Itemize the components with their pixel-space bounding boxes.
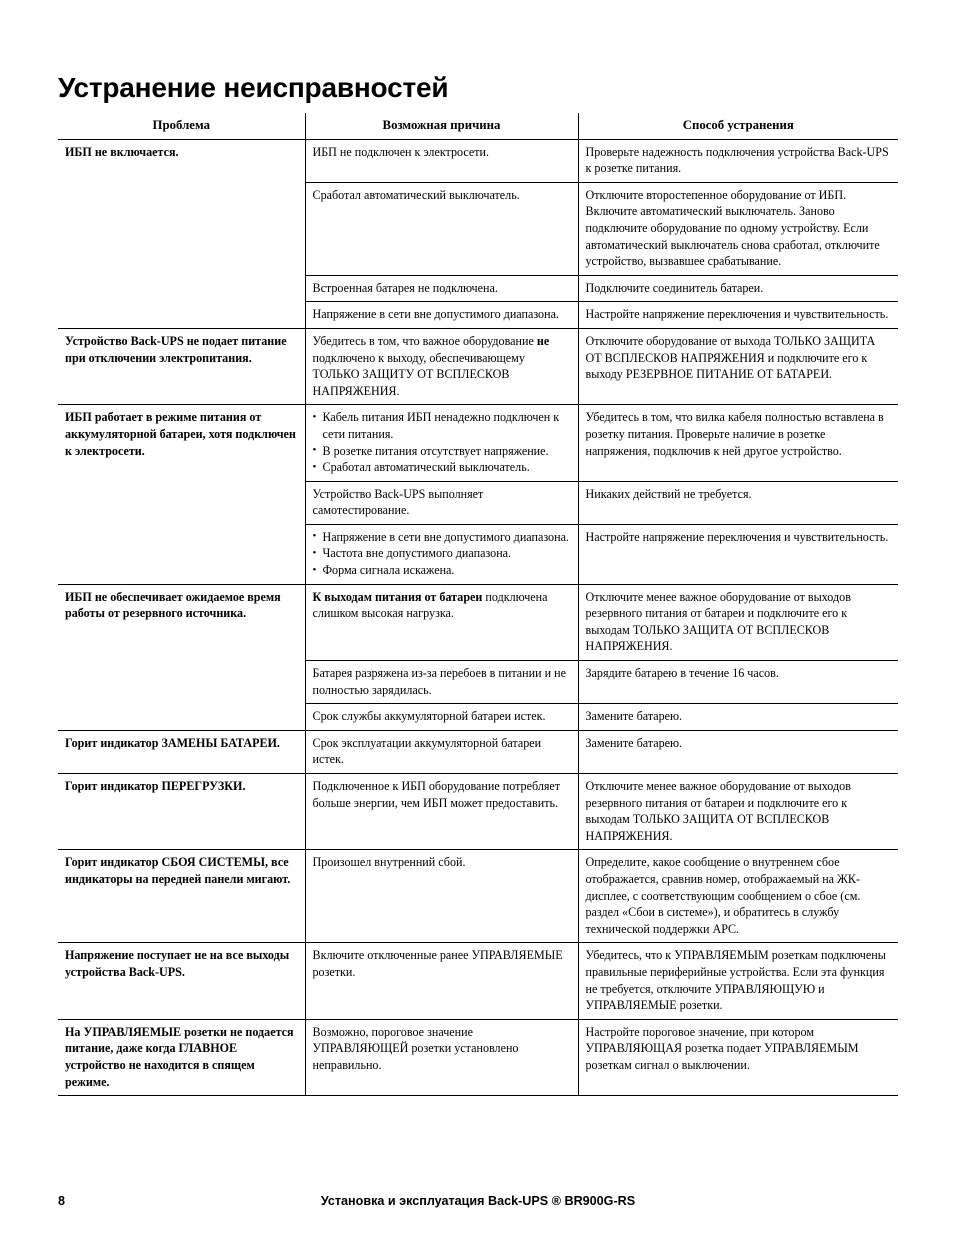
cause-bullet-item: • Форма сигнала искажена. [313,562,571,579]
cell-problem [58,730,305,773]
column-header-fix: Способ устранения [578,113,898,139]
cell-problem [58,774,305,850]
cell-cause [305,328,578,404]
cell-cause: Включите отключенные ранее УПРАВЛЯЕМЫЕ розетки. [305,943,578,1019]
cell-cause: Срок эксплуатации аккумуляторной батареи истек. [305,730,578,773]
footer-page-number: 8 [58,1194,66,1208]
plain-text: Убедитесь в том, что важное оборудование [312,333,537,348]
cell-fix: Замените батарею. [578,730,898,773]
cell-fix: Подключите соединитель батареи. [578,275,898,302]
cell-fix: Убедитесь, что к УПРАВЛЯЕМЫМ розеткам подключены правильные периферийные устройства. Если эта функция не требуется, отключите УПРАВЛЯЮЩУЮ и УПРАВЛЯЕМЫЕ розетки. [578,943,898,1019]
cause-bullet-item: • В розетке питания отсутствует напряжение. [313,443,571,460]
emphasis-text: К выходам питания от батареи [312,589,483,604]
cell-cause: Батарея разряжена из-за перебоев в питании и не полностью зарядилась. [305,661,578,704]
cell-cause [305,405,578,481]
cell-problem [58,850,305,943]
table-body [58,139,898,1096]
table-row [58,774,898,850]
table-row [58,139,898,182]
cell-cause: Сработал автоматический выключатель. [305,182,578,275]
column-header-cause: Возможная причина [305,113,578,139]
cause-bullet-list [313,529,571,579]
column-header-problem: Проблема [152,118,210,132]
emphasis-text: не [536,333,550,348]
table-row [58,584,898,660]
cell-fix: Отключите менее важное оборудование от выходов резервного питания от батареи и подключите его к выходам ТОЛЬКО ЗАЩИТА ОТ ВСПЛЕСКОВ НАПРЯЖЕНИЯ. [578,584,898,660]
cell-cause [305,584,578,660]
table-row [58,1019,898,1095]
plain-text: СБОЯ СИСТЕМЫ, [158,855,268,870]
plain-text: ЗАМЕНЫ БАТАРЕИ. [158,735,280,750]
cell-problem: На УПРАВЛЯЕМЫЕ розетки не подается питание, даже когда ГЛАВНОЕ устройство не находится в спящем режиме. [58,1019,305,1095]
troubleshooting-table [58,113,898,1096]
cell-cause: ИБП не подключен к электросети. [305,139,578,182]
cell-fix: Замените батарею. [578,704,898,731]
cell-fix: Зарядите батарею в течение 16 часов. [578,661,898,704]
cell-problem: Напряжение поступает не на все выходы устройства Back-UPS. [58,943,305,1019]
table-row [58,328,898,404]
cell-fix: Настройте пороговое значение, при котором УПРАВЛЯЮЩАЯ розетка подает УПРАВЛЯЕМЫМ розеткам сигнал о выключении. [578,1019,898,1095]
table-row [58,405,898,481]
cell-cause: Возможно, пороговое значение УПРАВЛЯЮЩЕЙ розетки установлено неправильно. [305,1019,578,1095]
cell-fix: Отключите второстепенное оборудование от ИБП. Включите автоматический выключатель. Заново подключите оборудование по одному устройству. Если автоматический выключатель снова сработал, отключите устройство, вызвавшее срабатывание. [578,182,898,275]
cell-fix: Убедитесь в том, что вилка кабеля полностью вставлена в розетку питания. Проверьте наличие в розетке напряжения, подключив к ней другое устройство. [578,405,898,481]
cell-fix: Отключите менее важное оборудование от выходов резервного питания от батареи и подключите его к выходам ТОЛЬКО ЗАЩИТА ОТ ВСПЛЕСКОВ НАПРЯЖЕНИЯ. [578,774,898,850]
cell-fix: Отключите оборудование от выхода ТОЛЬКО ЗАЩИТА ОТ ВСПЛЕСКОВ НАПРЯЖЕНИЯ и подключите его к выходу РЕЗЕРВНОЕ ПИТАНИЕ ОТ БАТАРЕИ. [578,328,898,404]
table-header [58,113,898,139]
plain-text: подключена слишком высокая нагрузка. [312,589,548,621]
cell-cause: Произошел внутренний сбой. [305,850,578,943]
table-row [58,730,898,773]
plain-text: подключено к выходу, обеспечивающему ТОЛЬКО ЗАЩИТУ ОТ ВСПЛЕСКОВ НАПРЯЖЕНИЯ. [312,350,525,398]
cell-problem: Устройство Back-UPS не подает питание при отключении электропитания. [58,328,305,404]
cell-fix: Настройте напряжение переключения и чувствительность. [578,524,898,584]
cell-fix: Никаких действий не требуется. [578,481,898,524]
cell-problem: ИБП не обеспечивает ожидаемое время работы от резервного источника. [58,584,305,730]
cell-cause: Срок службы аккумуляторной батареи истек. [305,704,578,731]
cell-problem: ИБП не включается. [58,139,305,328]
cell-cause: Напряжение в сети вне допустимого диапазона. [305,302,578,329]
cell-cause: Встроенная батарея не подключена. [305,275,578,302]
emphasis-text: Горит индикатор [65,779,159,793]
page-footer [58,1192,898,1212]
cell-fix: Определите, какое сообщение о внутреннем сбое отображается, сравнив номер, отображаемый на ЖК-дисплее, с соответствующим сообщением о сбое (см. раздел «Сбои в системе»), и обратитесь в службу технической поддержки APC. [578,850,898,943]
cell-fix: Проверьте надежность подключения устройства Back-UPS к розетке питания. [578,139,898,182]
table-header-row [58,113,898,139]
emphasis-text: Горит индикатор [65,855,159,870]
cause-bullet-item: • Сработал автоматический выключатель. [313,459,571,476]
cell-cause: Подключенное к ИБП оборудование потребляет больше энергии, чем ИБП может предоставить. [305,774,578,850]
cell-fix: Настройте напряжение переключения и чувствительность. [578,302,898,329]
plain-text: ПЕРЕГРУЗКИ. [158,779,246,793]
footer-title: Установка и эксплуатация Back-UPS ® BR900G-RS [320,1194,636,1208]
cell-cause [305,524,578,584]
cell-problem: ИБП работает в режиме питания от аккумуляторной батареи, хотя подключен к электросети. [58,405,305,584]
emphasis-text: все индикаторы на передней панели мигают. [65,855,291,886]
page-title: Устранение неисправностей [58,71,449,103]
emphasis-text: Горит индикатор [65,735,159,750]
table-row [58,943,898,1019]
cause-bullet-item: • Напряжение в сети вне допустимого диапазона. [313,529,571,546]
cause-bullet-item: • Кабель питания ИБП ненадежно подключен к сети питания. [313,409,571,442]
cell-cause: Устройство Back-UPS выполняет самотестирование. [305,481,578,524]
troubleshooting-table-wrapper [58,113,898,1096]
table-row [58,850,898,943]
cause-bullet-item: • Частота вне допустимого диапазона. [313,545,571,562]
cause-bullet-list [313,409,571,475]
